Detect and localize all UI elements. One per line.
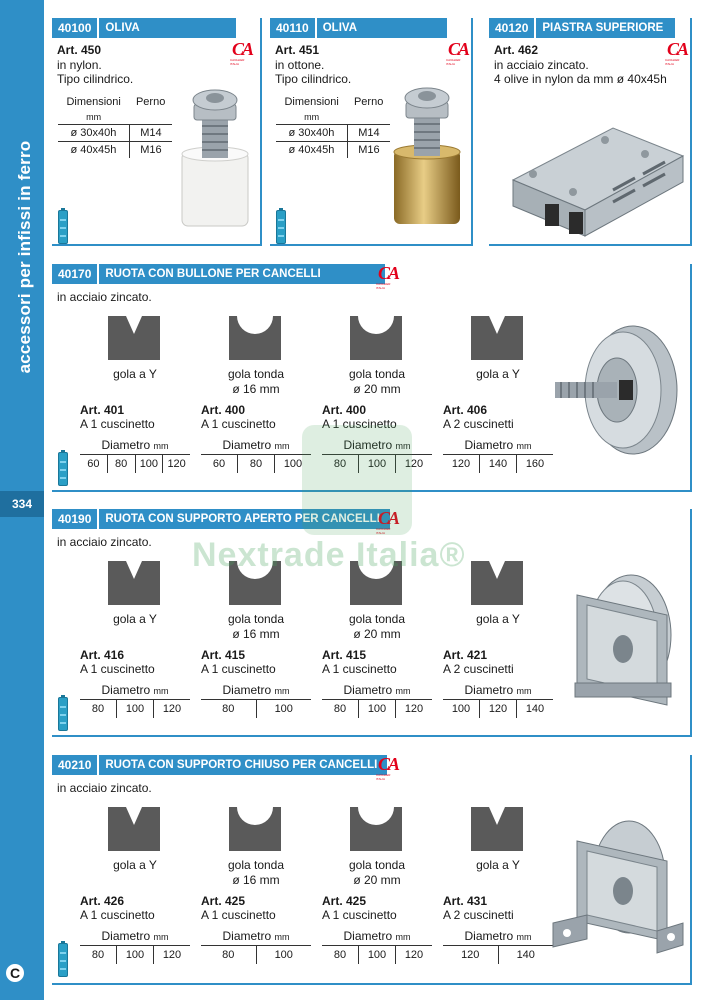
product-title: OLIVA (99, 18, 235, 38)
diameter-table: Diametro mm 80 100 (201, 929, 311, 964)
groove-size: ø 16 mm (232, 627, 280, 641)
product-title: OLIVA (317, 18, 447, 38)
bearing-text: A 2 cuscinetti (443, 662, 514, 676)
diameter-value: 120 (461, 949, 480, 961)
groove-size: ø 20 mm (353, 382, 401, 396)
material-text: in nylon. (57, 58, 102, 72)
diameter-value: 120 (153, 946, 190, 964)
section-title: RUOTA CON BULLONE PER CANCELLI (99, 264, 384, 284)
diameter-value: 80 (107, 455, 135, 473)
bearing-text: A 1 cuscinetto (322, 662, 397, 676)
diameter-value: 100 (116, 700, 153, 718)
bearing-text: A 1 cuscinetto (322, 417, 397, 431)
ca-logo-icon: CA CAVALIER ITALIA (665, 39, 687, 66)
battery-icon (58, 452, 68, 486)
description-text: 4 olive in nylon da mm ø 40x45h (494, 72, 667, 86)
bearing-text: A 1 cuscinetto (322, 908, 397, 922)
section-code: 40170 (52, 264, 99, 284)
article-number: Art. 426 (80, 894, 125, 908)
article-number: Art. 406 (443, 403, 488, 417)
diameter-value: 100 (135, 455, 163, 473)
page-number: 334 (0, 491, 44, 517)
diameter-table: Diametro mm 80 100 (201, 683, 311, 718)
article-number: Art. 431 (443, 894, 488, 908)
material-text: in ottone. (275, 58, 325, 72)
diameter-table: Diametro mm 120 140 160 (443, 438, 553, 473)
groove-label: gola tonda (227, 612, 285, 626)
product-box-40120 (489, 18, 692, 246)
diameter-value: 160 (516, 455, 553, 473)
section-title: RUOTA CON SUPPORTO APERTO PER CANCELLI (99, 509, 390, 529)
diameter-table: Diametro mm 100 120 140 (443, 683, 553, 718)
diameter-value: 100 (256, 700, 312, 718)
material-text: in acciaio zincato. (57, 535, 152, 549)
diameter-table: Diametro mm 80 100 120 (322, 438, 432, 473)
groove-size: ø 16 mm (232, 873, 280, 887)
sidebar-label: accessori per infissi in ferro (15, 140, 34, 374)
bolt-wheel-image (547, 320, 687, 460)
article-number: Art. 462 (494, 43, 539, 57)
section-code: 40210 (52, 755, 99, 775)
material-text: in acciaio zincato. (57, 290, 152, 304)
material-text: in acciaio zincato. (57, 781, 152, 795)
diameter-value: 100 (451, 703, 471, 715)
article-number: Art. 401 (80, 403, 125, 417)
diameter-value: 100 (358, 946, 395, 964)
groove-size: ø 20 mm (353, 627, 401, 641)
article-number: Art. 451 (275, 43, 320, 57)
diameter-value: 140 (516, 700, 553, 718)
battery-icon (276, 210, 286, 244)
battery-icon (58, 697, 68, 731)
y-groove-profile-icon (108, 561, 160, 605)
product-code: 40100 (52, 18, 99, 38)
watermark-text: Nextrade Italia® (192, 536, 466, 574)
groove-size: ø 16 mm (232, 382, 280, 396)
ca-logo-icon: CA CAVALIER ITALIA (376, 263, 398, 290)
diameter-value: 60 (87, 458, 100, 470)
ca-logo-icon: CA CAVALIER ITALIA (376, 754, 398, 781)
diameter-value: 80 (222, 703, 235, 715)
article-number: Art. 400 (201, 403, 246, 417)
bearing-text: A 1 cuscinetto (201, 662, 276, 676)
groove-label: gola tonda (348, 367, 406, 381)
product-section-40210 (52, 755, 692, 985)
y-groove-profile-icon (108, 807, 160, 851)
product-box-40100 (52, 18, 262, 246)
diameter-value: 80 (91, 949, 105, 961)
dimensions-table: Dimensioni Perno mm ø 30x40h M14 ø 40x45h M16 (58, 94, 172, 158)
product-box-40110 (270, 18, 473, 246)
diameter-value: 100 (358, 455, 395, 473)
diameter-value: 100 (116, 946, 153, 964)
diameter-table: Diametro mm 80 100 120 (80, 929, 190, 964)
diameter-value: 80 (237, 455, 274, 473)
groove-label: gola tonda (348, 612, 406, 626)
nylon-roller-image (174, 82, 260, 232)
sidebar (0, 0, 44, 1000)
ca-logo-icon: CA CAVALIER ITALIA (446, 39, 468, 66)
section-title: RUOTA CON SUPPORTO CHIUSO PER CANCELLI (99, 755, 387, 775)
y-groove-profile-icon (471, 316, 523, 360)
y-groove-profile-icon (108, 316, 160, 360)
round-groove-profile-icon (229, 316, 281, 360)
material-text: in acciaio zincato. (494, 58, 589, 72)
diameter-value: 80 (333, 458, 347, 470)
diameter-value: 80 (333, 703, 347, 715)
diameter-value: 120 (153, 700, 190, 718)
ca-logo-icon: CA CAVALIER ITALIA (230, 39, 252, 66)
y-groove-profile-icon (471, 807, 523, 851)
groove-label: gola tonda (227, 858, 285, 872)
diameter-table: Diametro mm 60 80 100 120 (80, 438, 190, 473)
article-number: Art. 400 (322, 403, 367, 417)
brass-roller-image (388, 82, 474, 232)
y-groove-profile-icon (471, 561, 523, 605)
round-groove-profile-icon (350, 316, 402, 360)
closed-bracket-wheel-image (547, 811, 687, 961)
diameter-value: 140 (498, 946, 554, 964)
diameter-table: Diametro mm 80 100 120 (80, 683, 190, 718)
round-groove-profile-icon (229, 807, 281, 851)
diameter-value: 120 (451, 458, 471, 470)
type-text: Tipo cilindrico. (57, 72, 134, 86)
diameter-value: 120 (162, 455, 190, 473)
diameter-value: 60 (212, 458, 226, 470)
bearing-text: A 1 cuscinetto (80, 417, 155, 431)
diameter-value: 80 (91, 703, 105, 715)
round-groove-profile-icon (350, 807, 402, 851)
diameter-value: 100 (358, 700, 395, 718)
groove-label: gola a Y (476, 858, 520, 872)
groove-size: ø 20 mm (353, 873, 401, 887)
bearing-text: A 1 cuscinetto (201, 417, 276, 431)
diameter-value: 120 (395, 946, 432, 964)
article-number: Art. 425 (201, 894, 246, 908)
groove-label: gola a Y (113, 858, 157, 872)
corner-badge: C (4, 962, 26, 984)
battery-icon (58, 943, 68, 977)
ca-logo-icon: CA CAVALIER ITALIA (376, 508, 398, 535)
diameter-value: 120 (395, 455, 432, 473)
diameter-value: 100 (274, 455, 311, 473)
diameter-table: Diametro mm 80 100 120 (322, 929, 432, 964)
battery-icon (58, 210, 68, 244)
bearing-text: A 2 cuscinetti (443, 908, 514, 922)
article-number: Art. 450 (57, 43, 102, 57)
bearing-text: A 1 cuscinetto (80, 908, 155, 922)
groove-label: gola a Y (476, 367, 520, 381)
groove-label: gola a Y (113, 367, 157, 381)
section-code: 40190 (52, 509, 99, 529)
diameter-value: 140 (479, 455, 516, 473)
diameter-value: 100 (256, 946, 312, 964)
open-bracket-wheel-image (557, 565, 687, 715)
diameter-value: 80 (333, 949, 347, 961)
product-title: PIASTRA SUPERIORE (536, 18, 675, 38)
article-number: Art. 415 (201, 648, 246, 662)
diameter-value: 80 (222, 949, 235, 961)
bearing-text: A 2 cuscinetti (443, 417, 514, 431)
dimensions-table: Dimensioni Perno mm ø 30x40h M14 ø 40x45h M16 (276, 94, 390, 158)
bearing-text: A 1 cuscinetto (201, 908, 276, 922)
diameter-table: Diametro mm 80 100 120 (322, 683, 432, 718)
product-code: 40120 (489, 18, 536, 38)
diameter-value: 120 (395, 700, 432, 718)
diameter-table: Diametro mm 120 140 (443, 929, 553, 964)
article-number: Art. 425 (322, 894, 367, 908)
article-number: Art. 415 (322, 648, 367, 662)
groove-label: gola tonda (227, 367, 285, 381)
type-text: Tipo cilindrico. (275, 72, 352, 86)
article-number: Art. 421 (443, 648, 488, 662)
top-plate-image (493, 110, 689, 242)
diameter-table: Diametro mm 60 80 100 (201, 438, 311, 473)
product-code: 40110 (270, 18, 317, 38)
groove-label: gola a Y (476, 612, 520, 626)
groove-label: gola a Y (113, 612, 157, 626)
bearing-text: A 1 cuscinetto (80, 662, 155, 676)
article-number: Art. 416 (80, 648, 125, 662)
diameter-value: 120 (479, 700, 516, 718)
watermark-logo (302, 425, 412, 535)
groove-label: gola tonda (348, 858, 406, 872)
